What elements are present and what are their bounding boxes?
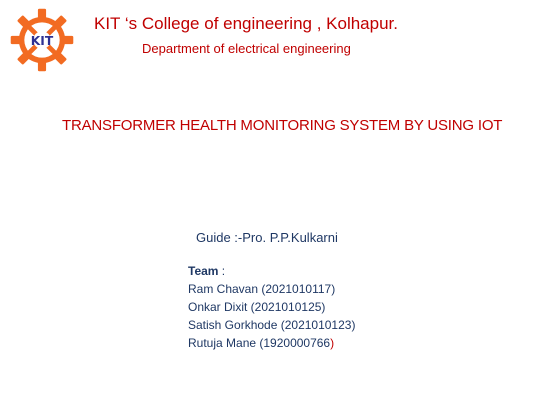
- logo-text: KIT: [30, 33, 54, 48]
- guide-name: Guide :-Pro. P.P.Kulkarni: [196, 230, 338, 245]
- project-title: TRANSFORMER HEALTH MONITORING SYSTEM BY USING IOT: [62, 117, 503, 134]
- team-heading: [188, 262, 355, 280]
- team-label: Team: [188, 264, 219, 278]
- college-name: KIT ‘s College of engineering , Kolhapur.: [94, 14, 398, 33]
- department-name: Department of electrical engineering: [142, 41, 351, 56]
- team-member: Ram Chavan (2021010117): [188, 282, 336, 296]
- team-member-suffix: ): [330, 336, 335, 350]
- team-block: [188, 262, 355, 352]
- team-member: Satish Gorkhode (2021010123): [188, 318, 356, 332]
- team-member: Onkar Dixit (2021010125): [188, 300, 326, 314]
- team-member-text: Rutuja Mane (1920000766: [188, 336, 331, 350]
- team-member: [188, 334, 355, 352]
- kit-gear-logo-icon: [8, 6, 76, 74]
- team-separator: :: [218, 264, 226, 278]
